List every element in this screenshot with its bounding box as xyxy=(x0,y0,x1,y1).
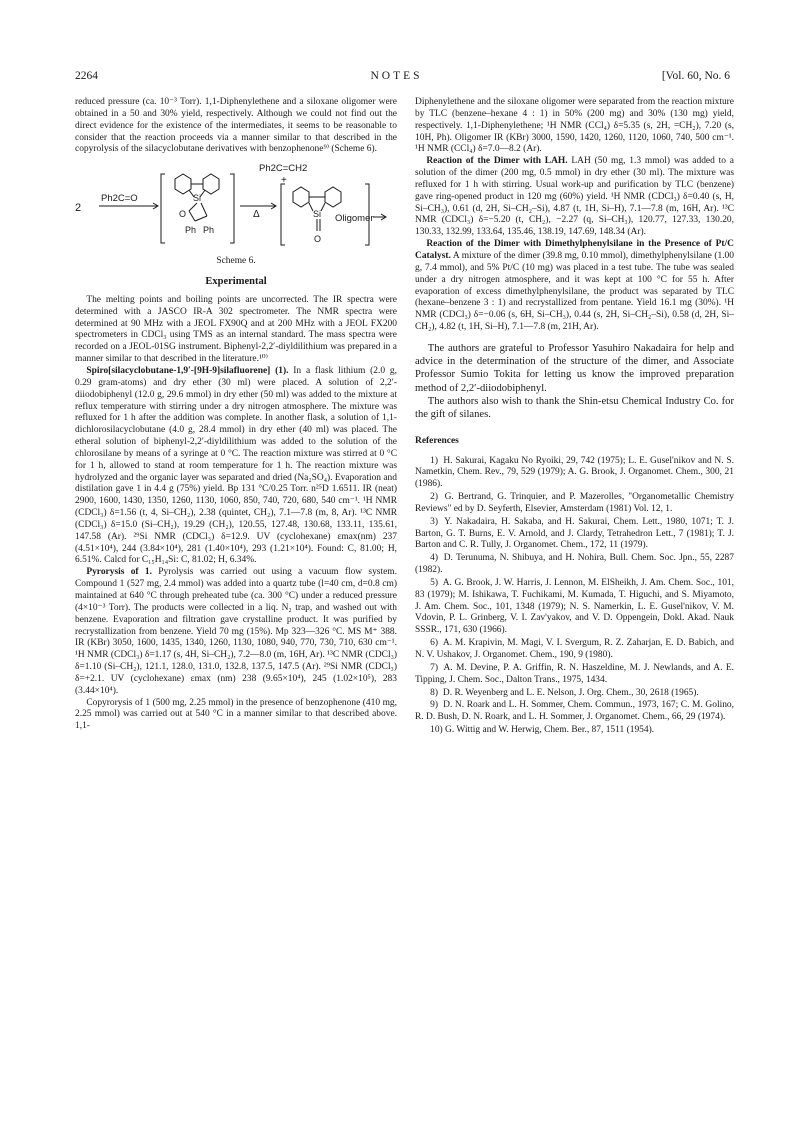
scheme-product-1: Ph2C=CH2 xyxy=(259,163,308,175)
left-column xyxy=(75,97,397,733)
spiro-text: In a flask lithium (2.0 g, 0.29 gram-atoms) and dry ether (30 ml) were placed. A solution of 2,2′-diiodobiphenyl (12.0 g, 29.6 mmol) in dry ether (50 ml) was added to the mixture at reflux temperature with stirring under a dry nitrogen atmosphere. The mixture was refluxed for 1 h after the addition was complete. In another flask, a solution of 1,1-dichlorosilacyclobutane (4.0 g, 28.4 mmol) in dry ether (40 ml) was placed. The etheral solution of biphenyl-2,2′-diyldilithium was added to the solution of the chlorosilane by means of a syringe at 0 °C. The reaction mixture was stirred at 0 °C for 1 h, allowed to stand at room temperature for 1 h. The reaction mixture was hydrolyzed and the organic layer was separated and dried (Na₂SO₄). Evaporation and distilation gave 1 in 4.4 g (75%) yield. Bp 131 °C/0.25 Torr. n²⁵D 1.6511. IR (neat) 2900, 1600, 1430, 1350, 1260, 1130, 1060, 850, 740, 720, 680, 540 cm⁻¹. ¹H NMR (CDCl₃) δ=1.56 (t, 4, Si–CH₂), 2.38 (quintet, CH₂), 7.1—7.8 (m, 8, Ar). ¹³C NMR (CDCl₃) δ=15.0 (Si–CH₂), 19.29 (CH₂), 120.55, 127.48, 130.68, 133.11, 135.61, 147.58 (Ar). ²⁹Si NMR (CDCl₃) δ=12.9. UV (cyclohexane) εmax(nm) 237 (4.51×10⁴), 244 (3.84×10⁴), 281 (1.40×10⁴), 293 (1.21×10⁴). Found: C, 81.00; H, 6.51%. Calcd for C₁₅H₁₄Si: C, 81.02; H, 6.34%. xyxy=(75,365,397,566)
reference-number: 1) xyxy=(430,455,438,466)
reference-number: 10) xyxy=(430,725,443,736)
reference-text: A. G. Brook, J. W. Harris, J. Lennon, M. ElSheikh, J. Am. Chem. Soc., 101, 83 (1979); M. Ishikawa, T. Fuchikami, M. Kumada, T. Higuchi, and S. Miyamoto, J. Am. Chem. Soc., 101, 1348 (1979); N. S. Namerkin, L. E. Gusel'nikov, V. M. Vdovin, P. L. Grinberg, V. I. Zav'yakov, and V. D. Oppengein, Dokl. Akad. Nauk SSSR., 171, 630 (1966). xyxy=(415,577,734,636)
ptc-text: A mixture of the dimer (39.8 mg, 0.10 mmol), dimethylphenylsilane (1.00 g, 7.4 mmol), and 5% Pt/C (10 mg) was placed in a test tube. The tube was sealed under a dry nitrogen atmosphere, and it was kept at 100 °C for 55 h. After evaporation of excess dimethylphenylsilane, the product was separated by TLC (hexane–benzene 3 : 1) and recrystallized from pentane. Yield 16.1 mg (30%). ¹H NMR (CDCl₃) δ=−0.06 (s, 6H, Si–CH₃), 0.44 (s, 2H, Si–CH₂–Si), 0.58 (d, 2H, Si–CH₂), 4.82 (t, 1H, Si–H), 7.1—7.8 (m, 21H, Ar). xyxy=(415,250,734,333)
scheme-si-2: Si xyxy=(313,209,322,220)
reference-text: D. N. Roark and L. H. Sommer, Chem. Commun., 1973, 167; C. M. Golino, R. D. Bush, D. N. Roark, and L. H. Sommer, J. Organomet. Chem., 66, 29 (1974). xyxy=(415,700,734,723)
scheme-delta: Δ xyxy=(253,209,260,221)
spiro-paragraph xyxy=(75,366,397,567)
continued-paragraph: Diphenylethene and the siloxane oligomer were separated from the reaction mixture by TLC (benzene–hexane 4 : 1) in 50% (200 mg) and 30% (130 mg) yield, respectively. 1,1-Diphenylethene; ¹H NMR (CCl₄) δ=5.35 (s, 2H, =CH₂), 7.20 (s, 10H, Ph). Oligomer IR (KBr) 3000, 1590, 1420, 1260, 1120, 1060, 740, 500 cm⁻¹. ¹H NMR (CCl₄) δ=7.0—8.2 (Ar). xyxy=(415,97,734,155)
scheme-si-1: Si xyxy=(193,193,202,204)
reference-text: Y. Nakadaira, H. Sakaba, and H. Sakurai, Chem. Lett., 1980, 1071; T. J. Barton, G. T. Burns, E. V. Arnold, and J. Clardy, Tetrahedron Lett., 7 (1981); T. J. Barton and C. R. Tully, J. Organomet. Chem., 172, 11 (1979). xyxy=(415,516,734,551)
reference-number: 6) xyxy=(430,638,438,649)
reference-item xyxy=(415,638,734,662)
reference-item xyxy=(415,456,734,492)
reference-text: D. R. Weyenberg and L. E. Nelson, J. Org. Chem., 30, 2618 (1965). xyxy=(440,687,699,698)
volume-info: [Vol. 60, No. 6 xyxy=(661,70,730,82)
references-list xyxy=(415,456,734,737)
scheme-coefficient: 2 xyxy=(75,202,82,215)
intro-paragraph: reduced pressure (ca. 10⁻³ Torr). 1,1-Diphenylethene and a siloxane oligomer were obtained in a 50 and 30% yield, respectively. Although we could not find out the direct evidence for the existence of the intermediates, it seems to be reasonable to consider that the reaction proceeds via a manner similar to that described in the copyrolysis of the silacyclobutane derivatives with benzophenone⁹⁾ (Scheme 6). xyxy=(75,97,397,155)
reference-item xyxy=(415,688,734,700)
pyrolysis-text: Pyrolysis was carried out using a vacuum flow system. Compound 1 (527 mg, 2.4 mmol) was added into a quartz tube (l=40 cm, d=0.8 cm) maintained at 640 °C through preheated tube (ca. 300 °C) under a reduced pressure (4×10⁻³ Torr). The products were collected in a liq. N₂ trap, and washed out with benzene. Evaporation and filtration gave crystalline product. It was purified by recrystallization from benzene. Yield 70 mg (15%). Mp 323—326 °C. MS M⁺ 388. IR (KBr) 3050, 1600, 1435, 1340, 1260, 1130, 1080, 940, 770, 730, 710, 630 cm⁻¹. ¹H NMR (CDCl₃) δ=1.17 (s, 4H, Si–CH₂), 7.2—8.0 (m, 16H, Ar). ¹³C NMR (CDCl₃) δ=1.10 (Si–CH₂), 121.1, 128.0, 131.0, 132.8, 137.5, 147.5 (Ar). ²⁹Si NMR (CDCl₃) δ=+2.1. UV (cyclohexane) εmax (nm) 238 (9.65×10⁴), 245 (1.02×10⁵), 283 (3.44×10⁴). xyxy=(75,567,397,696)
reference-text: G. Wittig and W. Herwig, Chem. Ber., 87, 1511 (1954). xyxy=(442,725,655,736)
page-number: 2264 xyxy=(75,70,98,82)
reference-text: A. M. Devine, P. A. Griffin, R. N. Haszeldine, M. J. Newlands, and A. E. Tipping, J. Chem. Soc., Dalton Trans., 1975, 1434. xyxy=(415,662,734,685)
reference-text: D. Terunuma, N. Shibuya, and H. Nohira, Bull. Chem. Soc. Jpn., 55, 2287 (1982). xyxy=(415,553,734,576)
scheme-caption: Scheme 6. xyxy=(216,256,256,267)
acknowledgements xyxy=(415,342,734,422)
reference-number: 7) xyxy=(430,662,438,673)
reference-text: G. Bertrand, G. Trinquier, and P. Mazerolles, "Organometallic Chemistry Reviews" ed by D. Seyferth, Elsevier, Amsterdam (1981) Vol. 12, 1. xyxy=(415,492,734,514)
reference-number: 5) xyxy=(430,577,438,588)
acknowledgement-2: The authors also wish to thank the Shin-etsu Chemical Industry Co. for the gift of silanes. xyxy=(415,396,734,421)
lah-text: LAH (50 mg, 1.3 mmol) was added to a solution of the dimer (200 mg, 0.5 mmol) in dry ether (30 ml). The mixture was refluxed for 1 h with stirring. Usual work-up and purification by TLC (benzene) gave ring-opened product in 120 mg (60%) yield. ¹H NMR (CDCl₃) δ=0.40 (s, H, Si–CH₃), 0.61 (d, 2H, Si–CH₂–Si), 4.87 (t, 1H, Si–H), 7.1—7.8 (m, 16H, Ar). ¹³C NMR (CDCl₃) δ=−5.20 (t, CH₂), −2.27 (q, Si–CH₃), 120.77, 127.33, 130.20, 130.33, 132.99, 133.64, 135.46, 138.19, 147.69, 148.34 (Ar). xyxy=(415,156,734,238)
pyrolysis-paragraph xyxy=(75,567,397,697)
scheme-ph-1: Ph xyxy=(185,225,197,236)
scheme-6-diagram xyxy=(75,159,397,251)
scheme-product-2: Oligomer xyxy=(335,213,374,225)
reference-item xyxy=(415,663,734,687)
lah-title: Reaction of the Dimer with LAH. xyxy=(426,156,568,167)
reference-item xyxy=(415,492,734,516)
scheme-ph-2: Ph xyxy=(203,225,215,236)
references-heading: References xyxy=(415,435,459,446)
copyrolysis-paragraph: Copyrorysis of 1 (500 mg, 2.25 mmol) in the presence of benzophenone (410 mg, 2.25 mmol) was carried out at 540 °C in a manner similar to that described above. 1,1- xyxy=(75,697,397,732)
scheme-plus: + xyxy=(281,175,287,187)
scheme-svg xyxy=(75,159,397,251)
pyrolysis-title: Pyrorysis of 1. xyxy=(86,567,152,578)
reference-number: 2) xyxy=(430,492,438,503)
experimental-heading: Experimental xyxy=(205,276,267,288)
scheme-reagent: Ph2C=O xyxy=(101,193,138,205)
reference-text: H. Sakurai, Kagaku No Ryoiki, 29, 742 (1975); L. E. Gusel'nikov and N. S. Nametkin, Chem. Rev., 79, 529 (1979); A. G. Brook, J. Organomet. Chem., 300, 21 (1986). xyxy=(415,455,734,490)
acknowledgement-1: The authors are grateful to Professor Yasuhiro Nakadaira for help and advice in the determination of the structure of the dimer, and Associate Professor Sumio Tokita for letting us know the improved preparation method of 2,2′-diiodobiphenyl. xyxy=(415,342,734,394)
reference-number: 4) xyxy=(430,553,438,564)
scheme-oxygen: O xyxy=(179,209,187,220)
lah-paragraph xyxy=(415,156,734,239)
ptc-paragraph xyxy=(415,239,734,334)
reference-item xyxy=(415,517,734,553)
reference-number: 8) xyxy=(430,687,438,698)
reference-item xyxy=(415,700,734,724)
scheme-oxygen-2: O xyxy=(314,234,322,245)
reference-item xyxy=(415,553,734,577)
reference-item xyxy=(415,725,734,737)
right-column xyxy=(415,97,734,738)
experimental-paragraph: The melting points and boiling points are uncorrected. The IR spectra were determined with a JASCO IR-A 302 spectrometer. The NMR spectra were determined at 90 MHz with a JEOL FX90Q and at 200 MHz with a JEOL FX200 spectrometers in CDCl₃ using TMS as an internal standard. The mass spectra were recorded on a JEOL-01SG instrument. Biphenyl-2,2′-diyldilithium was prepared in a manner similar to that described in the literature.¹⁰⁾ xyxy=(75,294,397,365)
reference-item xyxy=(415,578,734,637)
spiro-title: Spiro[silacyclobutane-1,9′-[9H-9]silafluorene] (1). xyxy=(86,365,289,376)
reference-number: 3) xyxy=(430,516,438,527)
reference-text: A. M. Krapivin, M. Magi, V. I. Svergum, R. Z. Zaharjan, E. D. Babich, and N. V. Ushakov, J. Organomet. Chem., 190, 9 (1980). xyxy=(415,638,734,660)
ptc-title: Reaction of the Dimer with Dimethylphenylsilane in the Presence of Pt/C Catalyst. xyxy=(415,239,734,261)
reference-number: 9) xyxy=(430,700,438,711)
journal-section: NOTES xyxy=(370,70,423,82)
